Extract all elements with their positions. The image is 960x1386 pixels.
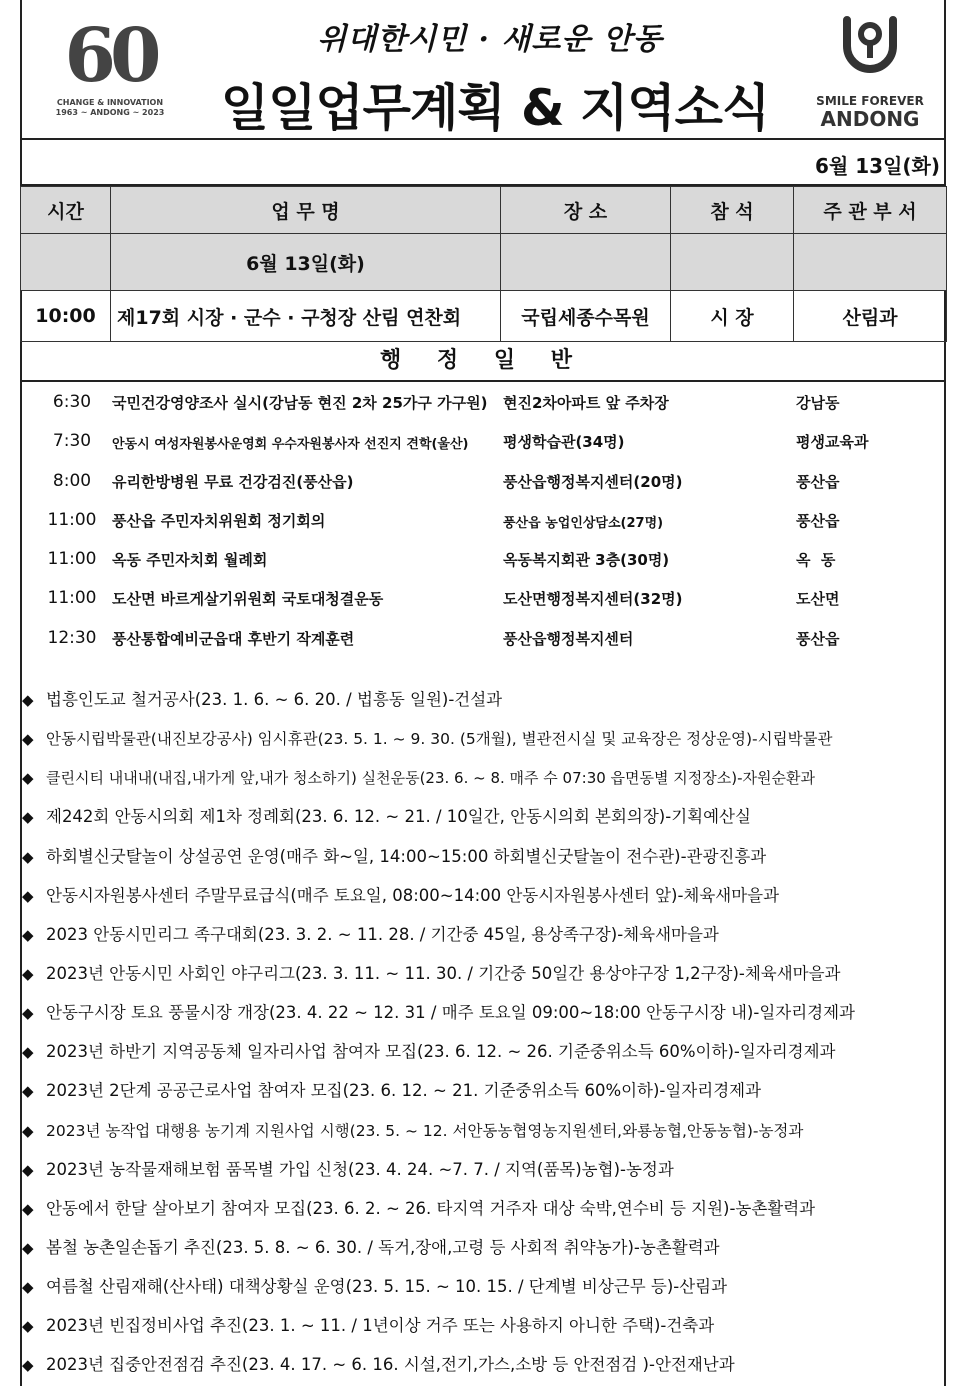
diamond-bullet-icon: ◆ — [22, 1160, 34, 1179]
list-item — [22, 1189, 946, 1228]
empty-cell — [671, 234, 794, 291]
schedule-table — [20, 186, 947, 342]
admin-dept: 평생교육과 — [796, 433, 869, 452]
diamond-bullet-icon: ◆ — [22, 1317, 34, 1336]
admin-dept: 옥 동 — [796, 551, 836, 570]
admin-time: 6:30 — [52, 392, 92, 412]
col-header-time: 시간 — [21, 187, 111, 234]
admin-task: 풍산통합예비군읍대 후반기 작계훈련 — [112, 629, 355, 648]
city-brand-logo — [810, 12, 930, 130]
col-header-place: 장 소 — [501, 187, 671, 234]
list-item — [20, 578, 946, 617]
list-item — [22, 1111, 946, 1150]
admin-place: 현진2차아파트 앞 주차장 — [503, 394, 669, 412]
notice-text: 2023년 2단계 공공근로사업 참여자 모집(23. 6. 12. ~ 21. 기준중위소득 60%이하)-일자리경제과 — [46, 1081, 762, 1101]
empty-cell — [21, 234, 111, 291]
event-dept: 산림과 — [794, 291, 947, 342]
admin-section-title: 행 정 일 반 — [20, 342, 946, 382]
schedule-date-row — [21, 234, 947, 291]
admin-task: 유리한방병원 무료 건강검진(풍산읍) — [112, 472, 354, 491]
document-date: 6월 13일(화) — [815, 154, 940, 178]
admin-time: 12:30 — [47, 627, 97, 648]
admin-place: 도산면행정복지센터(32명) — [503, 590, 683, 609]
diamond-bullet-icon: ◆ — [22, 1199, 34, 1218]
notice-text: 2023년 하반기 지역공동체 일자리사업 참여자 모집(23. 6. 12. ~ 26. 기준중위소득 60%이하)-일자리경제과 — [46, 1042, 836, 1062]
notice-text: 2023년 안동시민 사회인 야구리그(23. 3. 11. ~ 11. 30. / 기간중 50일간 용상야구장 1,2구장)-체육새마을과 — [46, 963, 841, 983]
admin-task: 국민건강영양조사 실시(강남동 현진 2차 25가구 가구원) — [112, 394, 488, 412]
list-item — [22, 1150, 946, 1189]
list-item — [22, 1267, 946, 1306]
list-item — [22, 954, 946, 993]
admin-dept: 풍산읍 — [796, 472, 840, 491]
admin-place: 평생학습관(34명) — [503, 433, 625, 452]
list-item — [22, 1032, 946, 1071]
list-item — [22, 837, 946, 876]
notice-text: 법흥인도교 철거공사(23. 1. 6. ~ 6. 20. / 법흥동 일원)-건설과 — [46, 690, 503, 709]
diamond-bullet-icon: ◆ — [22, 769, 34, 788]
list-item — [20, 382, 946, 421]
table-row — [21, 291, 947, 342]
diamond-bullet-icon: ◆ — [22, 1238, 34, 1257]
diamond-bullet-icon: ◆ — [22, 808, 34, 827]
notice-text: 안동시자원봉사센터 주말무료급식(매주 토요일, 08:00~14:00 안동시자원봉사센터 앞)-체육새마을과 — [46, 885, 780, 905]
list-item — [22, 680, 946, 719]
schedule-header-row — [21, 187, 947, 234]
admin-task: 옥동 주민자치회 월례회 — [112, 551, 268, 570]
admin-place: 풍산읍행정복지센터(20명) — [503, 472, 683, 491]
list-item — [22, 1306, 946, 1345]
date-row — [20, 140, 946, 186]
list-item — [22, 1228, 946, 1267]
list-item — [22, 758, 946, 797]
diamond-bullet-icon: ◆ — [22, 1043, 34, 1062]
smile-mark-icon — [810, 12, 930, 94]
admin-place: 풍산읍 농업인상담소(27명) — [503, 515, 664, 531]
list-item — [22, 1345, 946, 1384]
admin-time: 11:00 — [47, 509, 97, 530]
admin-dept: 풍산읍 — [796, 629, 840, 648]
list-item — [22, 719, 946, 758]
notice-text: 2023년 빈집정비사업 추진(23. 1. ~ 11. / 1년이상 거주 또는 사용하지 아니한 주택)-건축과 — [46, 1316, 715, 1336]
admin-time: 11:00 — [47, 588, 97, 609]
empty-cell — [794, 234, 947, 291]
list-item — [20, 461, 946, 500]
diamond-bullet-icon: ◆ — [22, 691, 34, 709]
anniversary-logo — [50, 14, 170, 126]
anniversary-number: 60 — [64, 13, 156, 99]
diamond-bullet-icon: ◆ — [22, 925, 34, 944]
admin-dept: 풍산읍 — [796, 511, 840, 530]
schedule-date: 6월 13일(화) — [111, 234, 501, 291]
diamond-bullet-icon: ◆ — [22, 1356, 34, 1375]
list-item — [20, 618, 946, 657]
notice-text: 안동에서 한달 살아보기 참여자 모집(23. 6. 2. ~ 26. 타지역 거주자 대상 숙박,연수비 등 지원)-농촌활력과 — [46, 1198, 816, 1218]
col-header-task: 업 무 명 — [111, 187, 501, 234]
page-title: 일일업무계획 & 지역소식 — [220, 79, 770, 137]
list-item — [22, 876, 946, 915]
diamond-bullet-icon: ◆ — [22, 847, 34, 866]
brand-name: ANDONG — [820, 107, 920, 131]
admin-place: 옥동복지회관 3층(30명) — [503, 551, 670, 570]
list-item — [22, 797, 946, 836]
notice-text: 안동구시장 토요 풍물시장 개장(23. 4. 22 ~ 12. 31 / 매주 토요일 09:00~18:00 안동구시장 내)-일자리경제과 — [46, 1003, 855, 1023]
event-attend: 시 장 — [671, 291, 794, 342]
event-task: 제17회 시장 · 군수 · 구청장 산림 연찬회 — [111, 291, 501, 342]
logo-caption-2: 1963 ~ ANDONG ~ 2023 — [55, 108, 165, 117]
diamond-bullet-icon: ◆ — [22, 1121, 34, 1140]
col-header-dept: 주 관 부 서 — [794, 187, 947, 234]
list-item — [22, 993, 946, 1032]
admin-time: 11:00 — [47, 549, 97, 570]
diamond-bullet-icon: ◆ — [22, 1278, 34, 1297]
admin-list — [20, 382, 946, 657]
notice-text: 2023년 농작물재해보험 품목별 가입 신청(23. 4. 24. ~7. 7. / 지역(품목)농협)-농정과 — [46, 1159, 674, 1179]
diamond-bullet-icon: ◆ — [22, 886, 34, 905]
brand-tagline: SMILE FOREVER — [816, 94, 924, 108]
list-item — [20, 421, 946, 460]
empty-cell — [501, 234, 671, 291]
admin-task: 풍산읍 주민자치위원회 정기회의 — [112, 511, 326, 530]
admin-time: 8:00 — [52, 470, 92, 491]
notice-text: 2023 안동시민리그 족구대회(23. 3. 2. ~ 11. 28. / 기간중 45일, 용상족구장)-체육새마을과 — [46, 924, 719, 944]
list-item — [20, 500, 946, 539]
notice-text: 안동시립박물관(내진보강공사) 임시휴관(23. 5. 1. ~ 9. 30. (5개월), 별관전시실 및 교육장은 정상운영)-시립박물관 — [46, 730, 833, 749]
notice-text: 2023년 농작업 대행용 농기계 지원사업 시행(23. 5. ~ 12. 서안동농협영농지원센터,와룡농협,안동농협)-농정과 — [46, 1121, 804, 1140]
admin-task: 안동시 여성자원봉사운영회 우수자원봉사자 선진지 견학(울산) — [112, 437, 469, 453]
admin-task: 도산면 바르게살기위원회 국토대청결운동 — [112, 590, 384, 609]
admin-time: 7:30 — [52, 431, 92, 452]
notice-text: 봄철 농촌일손돕기 추진(23. 5. 8. ~ 6. 30. / 독거,장애,고령 등 사회적 취약농가)-농촌활력과 — [46, 1237, 720, 1257]
notice-text: 여름철 산림재해(산사태) 대책상황실 운영(23. 5. 15. ~ 10. 15. / 단계별 비상근무 등)-산림과 — [46, 1277, 728, 1297]
diamond-bullet-icon: ◆ — [22, 964, 34, 983]
notice-text: 제242회 안동시의회 제1차 정례회(23. 6. 12. ~ 21. / 10일간, 안동시의회 본회의장)-기획예산실 — [46, 807, 751, 827]
admin-dept: 강남동 — [796, 394, 840, 412]
admin-place: 풍산읍행정복지센터 — [503, 629, 634, 648]
list-item — [20, 539, 946, 578]
col-header-attend: 참 석 — [671, 187, 794, 234]
page-header — [20, 0, 946, 140]
diamond-bullet-icon: ◆ — [22, 1082, 34, 1101]
notice-text: 2023년 집중안전점검 추진(23. 4. 17. ~ 6. 16. 시설,전기,가스,소방 등 안전점검 )-안전재난과 — [46, 1355, 735, 1375]
list-item — [22, 915, 946, 954]
diamond-bullet-icon: ◆ — [22, 730, 34, 749]
slogan: 위대한시민 · 새로운 안동 — [317, 22, 663, 57]
notice-text: 하회별신굿탈놀이 상설공연 운영(매주 화~일, 14:00~15:00 하회별신굿탈놀이 전수관)-관광진흥과 — [46, 846, 767, 866]
notice-list — [22, 680, 946, 1385]
logo-caption-1: CHANGE & INNOVATION — [56, 98, 164, 107]
list-item — [22, 1071, 946, 1110]
notice-text: 클린시티 내내내(내집,내가게 앞,내가 청소하기) 실천운동(23. 6. ~ 8. 매주 수 07:30 읍면동별 지정장소)-자원순환과 — [46, 769, 815, 788]
admin-dept: 도산면 — [796, 590, 840, 609]
diamond-bullet-icon: ◆ — [22, 1004, 34, 1023]
event-place: 국립세종수목원 — [501, 291, 671, 342]
event-time: 10:00 — [21, 291, 111, 342]
